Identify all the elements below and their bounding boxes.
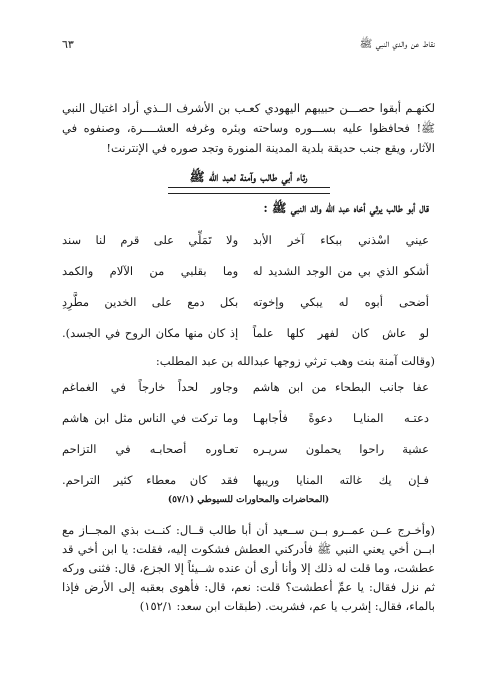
page-number: ٦٣ — [62, 38, 74, 51]
verse-first-half: فـإن يك غالته المنايا وريبها — [252, 473, 429, 487]
section-heading: رثاء أبي طالب وآمنة لعبد الله ﷺ — [189, 169, 308, 184]
verse-first-half: دعتـه المنايـا دعوةً فأجابهـا — [252, 411, 429, 425]
verse-first-half: عيني اسْذني ببكاء آخر الأبد — [252, 233, 429, 247]
verse-first-half: أشكو الذي بي من الوجد الشديد له — [252, 264, 429, 278]
paragraph-1: لكنهـم أبقوا حصـــن حبيبهم اليهودي كعـب بن الأشرف الــذي أراد اغتيال النبي ﷺ! فحافظوا عليه بســـوره وساحته وبئره وغرفه العشــــرة، وصنفوه في الآثار، ويقع جنب حديقة بلدية المدينة المنورة وتجد صوره في الإنترنت! — [62, 101, 435, 155]
verse — [62, 442, 429, 473]
verse-second-half: ولا تَمَلِّي على قرم لنا سند — [62, 233, 239, 247]
verse — [62, 233, 429, 264]
verse — [62, 295, 429, 326]
verse — [62, 264, 429, 295]
source-citation: (المحاضرات والمحاورات للسيوطي (٥٧/١) — [167, 495, 330, 505]
verse-first-half: لو عاش كان لفهر كلها علماً — [252, 326, 429, 340]
poem-1 — [62, 233, 429, 357]
poem1-intro: قال أبو طالب يرثي أخاه عبد الله والد النبي ﷺ : — [263, 201, 429, 215]
verse-second-half: وجاور لحداً خارجاً في الغماغم — [62, 380, 239, 394]
verse-second-half: فقد كان معطاء كثير التراحم. — [62, 473, 239, 487]
verse — [62, 380, 429, 411]
verse-first-half: عشية راحوا يحملون سريـره — [252, 442, 429, 456]
poem2-intro: (وقالت آمنة بنت وهب ترثي زوجها عبدالله بن عبد المطلب: — [155, 354, 435, 368]
verse — [62, 411, 429, 442]
running-title: نقاط عن والدي النبي ﷺ — [359, 38, 435, 50]
running-header — [62, 38, 435, 58]
verse-second-half: إذ كان منها مكان الروح في الجسد). — [62, 326, 239, 340]
poem-2 — [62, 380, 429, 504]
verse — [62, 326, 429, 357]
verse-second-half: تعـاوره أصحابـه في التزاحم — [62, 442, 239, 456]
paragraph-2: (وأخـرج عــن عمــرو بــن ســعيد أن أبا طالب قــال: كنــت بذي المجــاز مع ابــن أخي يعني النبي ﷺ فأدركني العطش فشكوت إليه، فقلت: يا ابن أخي قد عطشت، وما قلت له ذلك إلا وأنا أرى أن عنده شــيئاً إلا الجزع، قال: فثنى وركه ثم نزل فقال: يا عمِّ أعطشت؟ قلت: نعم، قال: فأهوى بعقبه إلى الأرض فإذا بالماء، فقال: إشرب يا عم، فشربت. (طبقات ابن سعد: ١٥٢/١) — [62, 523, 435, 613]
verse-second-half: بكل دمع على الخدين مطَّرِدِ — [62, 295, 239, 309]
heading-underline — [168, 187, 330, 194]
verse-second-half: وما بقلبي من الآلام والكمد — [62, 264, 239, 278]
verse-second-half: وما تركت في الناس مثل ابن هاشم — [62, 411, 239, 425]
verse-first-half: عفا جانب البطحاء من ابن هاشم — [252, 380, 429, 394]
verse-first-half: أضحى أبوه له يبكي وإخوته — [252, 295, 429, 309]
